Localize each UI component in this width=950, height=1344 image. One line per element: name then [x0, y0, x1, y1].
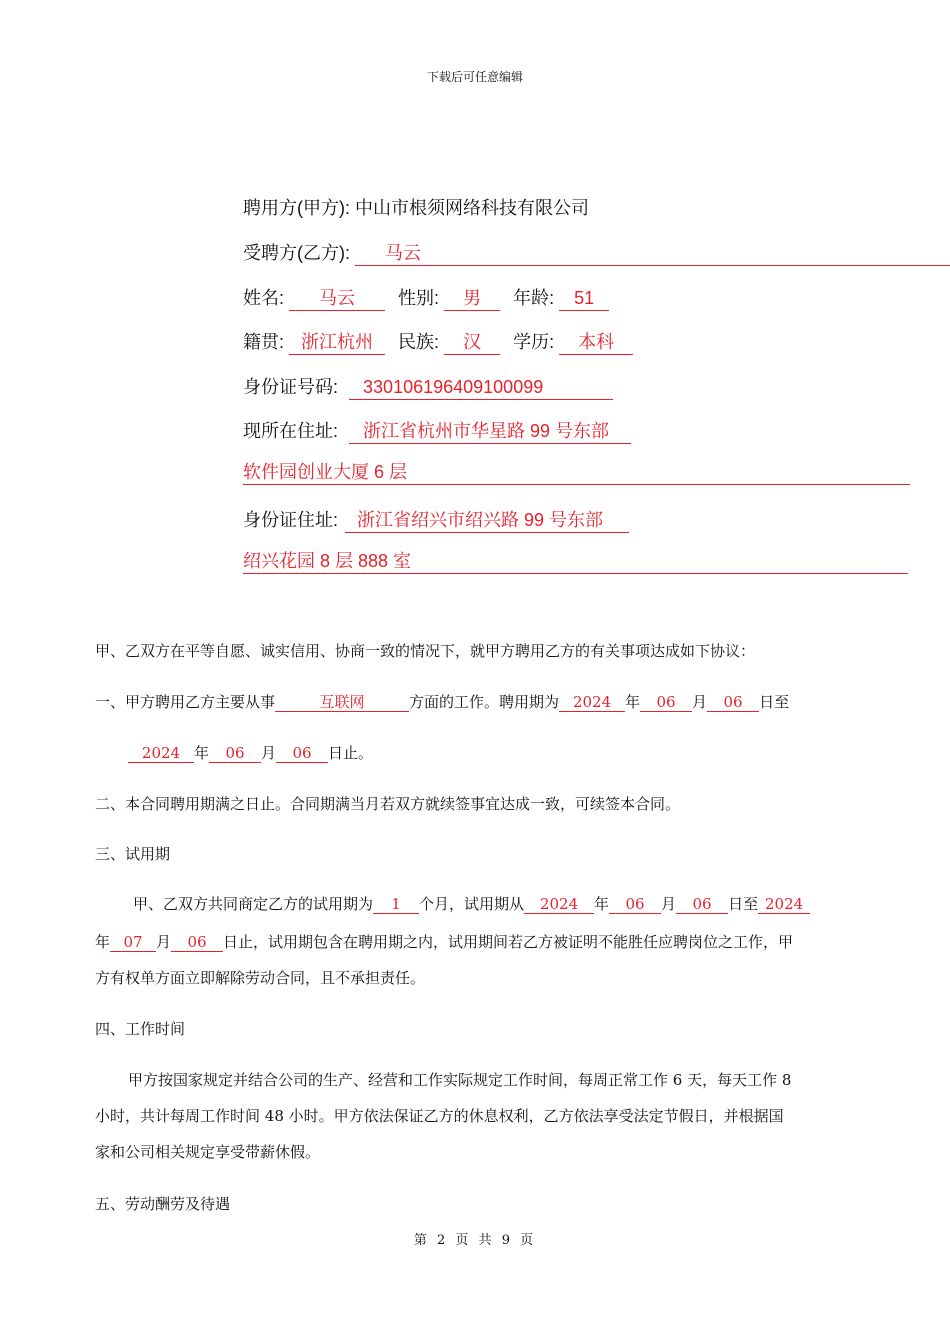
clause-1-line-1 [95, 691, 789, 712]
id-address-value-1: 浙江省绍兴市绍兴路 99 号东部 [345, 511, 629, 533]
edu-label: 学历: [513, 332, 555, 352]
id-value: 330106196409100099 [349, 378, 613, 400]
address-line-2 [243, 462, 910, 485]
clause-3-text-a: 甲、乙双方共同商定乙方的试用期为 [133, 895, 374, 913]
employer-label: 聘用方(甲方): [243, 198, 350, 218]
trial-start-month: 06 [609, 896, 661, 914]
month-label: 月 [692, 693, 708, 711]
ethnic-value: 汉 [444, 333, 500, 355]
clause-4-line-2: 小时，共计每周工作时间 48 小时。甲方依法保证乙方的休息权利，乙方依法享受法定节假日，并根据国 [95, 1107, 784, 1125]
clause-3-text-c: 日至 [728, 895, 759, 913]
clause-4-title: 四、工作时间 [95, 1020, 186, 1038]
month-label: 月 [156, 933, 172, 951]
native-label: 籍贯: [243, 332, 285, 352]
employer-value: 中山市根须网络科技有限公司 [355, 198, 590, 218]
name-line [243, 284, 609, 311]
clause-4-line-3: 家和公司相关规定享受带薪休假。 [95, 1143, 321, 1161]
month-label: 月 [261, 744, 277, 762]
month-label: 月 [661, 895, 677, 913]
employer-line [243, 194, 589, 220]
id-address-value-2: 绍兴花园 8 层 888 室 [243, 552, 908, 574]
clause-1-text-c: 日至 [759, 693, 790, 711]
year-label: 年 [95, 933, 111, 951]
trial-end-year: 2024 [758, 896, 810, 914]
trial-end-day: 06 [171, 934, 223, 952]
employee-label: 受聘方(乙方): [243, 243, 350, 263]
id-address-label: 身份证住址: [243, 510, 339, 530]
name-value: 马云 [289, 289, 385, 311]
trial-end-month: 07 [110, 934, 156, 952]
clause-4-line-1: 甲方按国家规定并结合公司的生产、经营和工作实际规定工作时间，每周正常工作 6 天，每天工作 8 [128, 1071, 792, 1089]
edu-value: 本科 [559, 333, 633, 355]
age-label: 年龄: [513, 288, 555, 308]
address-label: 现所在住址: [243, 421, 339, 441]
start-month: 06 [640, 694, 692, 712]
clause-3-line-1 [133, 893, 810, 914]
native-line [243, 328, 633, 355]
trial-months: 1 [373, 896, 419, 914]
end-month: 06 [209, 745, 261, 763]
clause-3-title: 三、试用期 [95, 845, 171, 863]
clause-2: 二、本合同聘用期满之日止。合同期满当月若双方就续签事宜达成一致，可续签本合同。 [95, 795, 681, 813]
clause-1-text-a: 一、甲方聘用乙方主要从事 [95, 693, 276, 711]
year-label: 年 [625, 693, 641, 711]
employee-value: 马云 [355, 244, 950, 266]
end-day: 06 [276, 745, 328, 763]
id-line [243, 373, 613, 400]
clause-1-text-b: 方面的工作。聘用期为 [409, 693, 560, 711]
clause-3-line-3: 方有权单方面立即解除劳动合同，且不承担责任。 [95, 969, 426, 987]
address-line [243, 417, 631, 444]
trial-start-day: 06 [676, 896, 728, 914]
gender-value: 男 [444, 289, 500, 311]
clause-3-line-2 [95, 931, 793, 952]
employee-line [243, 239, 950, 266]
year-label: 年 [194, 744, 210, 762]
year-label: 年 [594, 895, 610, 913]
gender-label: 性别: [398, 288, 440, 308]
page-header: 下载后可任意编辑 [426, 70, 523, 84]
clause-3-text-d: 日止，试用期包含在聘用期之内，试用期间若乙方被证明不能胜任应聘岗位之工作，甲 [223, 933, 794, 951]
address-value-1: 浙江省杭州市华星路 99 号东部 [349, 422, 631, 444]
native-value: 浙江杭州 [289, 333, 385, 355]
id-address-line-2 [243, 551, 908, 574]
work-field: 互联网 [275, 694, 409, 712]
id-label: 身份证号码: [243, 377, 339, 397]
name-label: 姓名: [243, 288, 285, 308]
trial-start-year: 2024 [524, 896, 594, 914]
end-year: 2024 [128, 745, 194, 763]
age-value: 51 [559, 289, 609, 311]
start-day: 06 [707, 694, 759, 712]
ethnic-label: 民族: [398, 332, 440, 352]
intro-paragraph: 甲、乙双方在平等自愿、诚实信用、协商一致的情况下，就甲方聘用乙方的有关事项达成如下协议： [95, 642, 756, 660]
clause-1-line-2 [128, 742, 373, 763]
clause-1-end: 日止。 [328, 744, 374, 762]
address-value-2: 软件园创业大厦 6 层 [243, 463, 910, 485]
start-year: 2024 [559, 694, 625, 712]
clause-5-title: 五、劳动酬劳及待遇 [95, 1195, 231, 1213]
id-address-line [243, 506, 629, 533]
clause-3-text-b: 个月，试用期从 [419, 895, 525, 913]
page-footer: 第 2 页 共 9 页 [413, 1233, 537, 1248]
